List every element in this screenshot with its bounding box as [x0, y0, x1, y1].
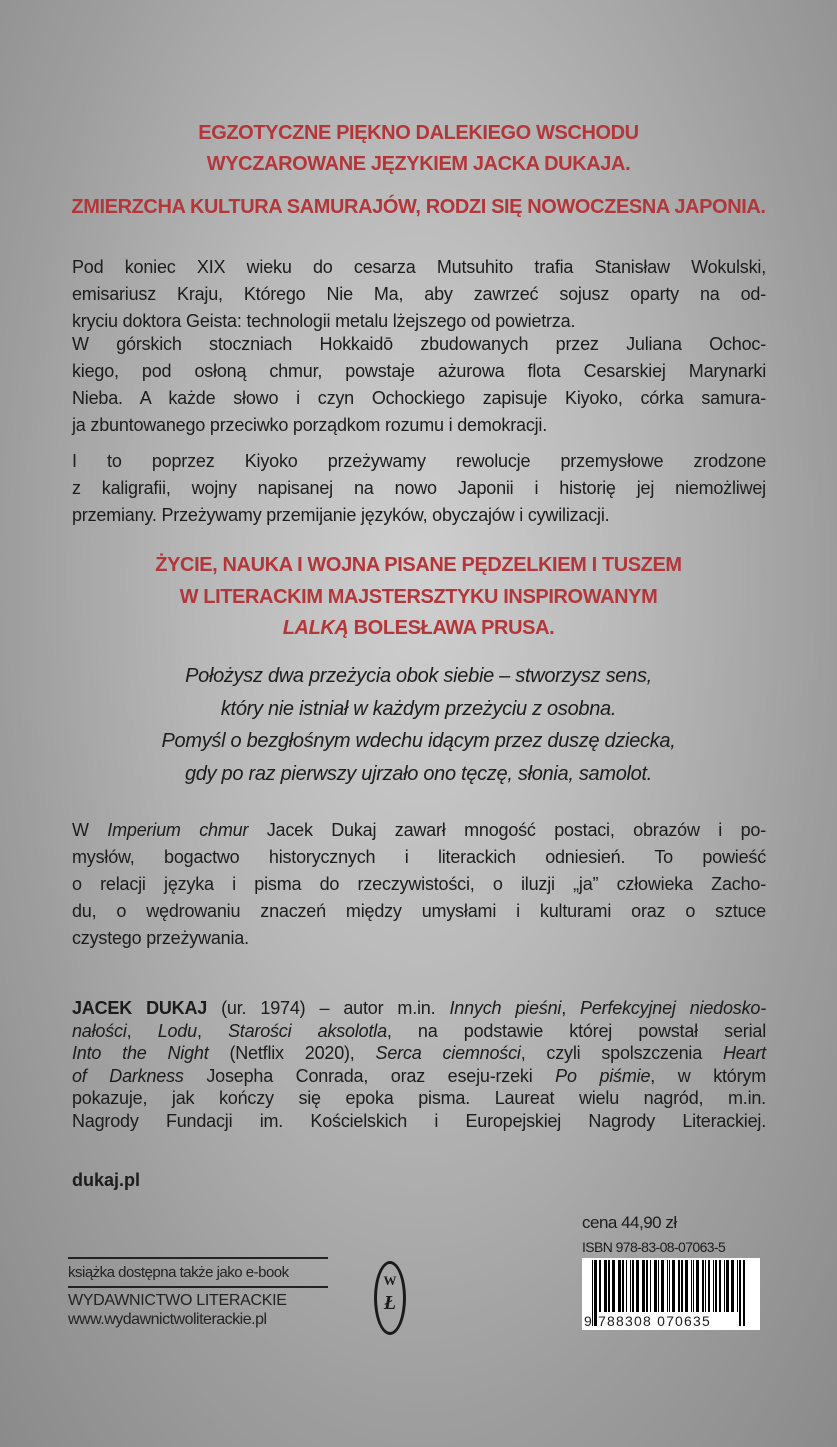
italic-title: Heart — [722, 1043, 766, 1063]
text-segment: czystego przeżywania. — [72, 928, 249, 948]
text-segment: Josepha Conrada, oraz eseju-rzeki — [183, 1065, 556, 1086]
text-line — [72, 997, 766, 1020]
text-line — [72, 358, 766, 385]
italic-title: Perfekcyjnej niedosko- — [580, 998, 766, 1018]
text-segment: W górskich stoczniach Hokkaidō zbudowanych przez Juliana Ochoc- — [72, 334, 766, 354]
barcode-bar — [658, 1260, 659, 1312]
paragraph-3 — [72, 448, 766, 529]
italic-title: Imperium chmur — [107, 820, 249, 840]
barcode-bar — [622, 1260, 624, 1312]
publisher-name: WYDAWNICTWO LITERACKIE — [68, 1292, 287, 1309]
text-line — [72, 1042, 766, 1065]
summary-paragraph — [72, 817, 766, 952]
text-segment: Nieba. A każde słowo i czyn Ochockiego zapisuje Kiyoko, córka samura- — [72, 388, 766, 408]
publisher-logo — [374, 1261, 406, 1335]
barcode-bar — [630, 1260, 631, 1312]
barcode-bar — [726, 1260, 729, 1312]
text-segment: W — [72, 820, 108, 840]
text-segment: I to poprzez Kiyoko przeżywamy rewolucje przemysłowe zrodzone — [72, 451, 766, 471]
text-segment: , czyli spolszczenia — [520, 1043, 723, 1063]
barcode-bar — [708, 1260, 710, 1312]
barcode-bar — [685, 1260, 688, 1312]
headline-line — [0, 613, 837, 645]
text-line — [72, 448, 766, 475]
text-segment: ŻYCIE, NAUKA I WOJNA PISANE PĘDZELKIEM I TUSZEM — [155, 554, 682, 576]
text-segment: z kaligrafii, wojny napisanej na nowo Japonii i historię jej niemożliwej — [72, 478, 766, 498]
text-segment: , — [561, 998, 581, 1018]
divider — [68, 1257, 328, 1259]
italic-title: Into the Night — [72, 1043, 209, 1063]
barcode-bar — [678, 1260, 680, 1312]
text-line — [72, 1065, 766, 1088]
quote-line: który nie istniał w każdym przeżyciu z osobna. — [220, 697, 617, 720]
text-segment: (Netflix 2020), — [208, 1043, 376, 1063]
text-line — [72, 475, 766, 502]
barcode-bar — [642, 1260, 645, 1312]
price: cena 44,90 zł — [582, 1213, 677, 1232]
text-line — [72, 385, 766, 412]
text-segment: JACEK DUKAJ — [72, 998, 208, 1018]
barcode-bar — [672, 1260, 675, 1312]
text-segment: Pod koniec XIX wieku do cesarza Mutsuhito trafia Stanisław Wokulski, — [72, 257, 766, 277]
barcode-bar — [715, 1260, 717, 1312]
barcode-bar — [719, 1260, 721, 1312]
text-segment: Jacek Dukaj zawarł mnogość postaci, obrazów i po- — [248, 820, 767, 840]
text-segment: (ur. 1974) – autor m.in. — [207, 998, 450, 1018]
text-segment: emisariusz Kraju, Którego Nie Ma, aby zawrzeć sojusz oparty na od- — [72, 284, 766, 304]
text-segment: mysłów, bogactwo historycznych i literackich odniesień. To powieść — [72, 847, 766, 867]
paragraph-1 — [72, 254, 766, 335]
barcode — [582, 1258, 760, 1330]
barcode-bar — [618, 1260, 621, 1312]
barcode-bar — [705, 1260, 706, 1312]
barcode-bar — [693, 1260, 694, 1312]
italic-title: Serca ciemności — [375, 1043, 521, 1063]
quote-line: Pomyśl o bezgłośnym wdechu idącym przez duszę dziecka, — [161, 730, 676, 752]
ebook-note: książka dostępna także jako e-book — [68, 1264, 289, 1281]
barcode-bar — [737, 1260, 738, 1312]
text-line — [72, 844, 766, 871]
divider — [68, 1286, 328, 1288]
barcode-bar — [691, 1260, 692, 1312]
logo-l: Ł — [383, 1292, 397, 1314]
barcode-bar — [713, 1260, 714, 1312]
headline-line: EGZOTYCZNE PIĘKNO DALEKIEGO WSCHODU — [198, 122, 639, 144]
barcode-bar — [604, 1260, 607, 1312]
text-line — [72, 871, 766, 898]
text-line — [72, 502, 766, 529]
barcode-bar — [626, 1260, 627, 1312]
text-line — [72, 1087, 766, 1110]
headline-line — [0, 550, 837, 582]
headline-line: WYCZAROWANE JĘZYKIEM JACKA DUKAJA. — [206, 153, 631, 175]
publisher-url[interactable]: www.wydawnictwoliterackie.pl — [68, 1311, 267, 1328]
text-line — [72, 925, 766, 952]
text-segment: , — [196, 1020, 228, 1041]
barcode-bar — [661, 1260, 664, 1312]
text-segment: Nagrody Fundacji im. Kościelskich i Europejskiej Nagrody Literackiej. — [72, 1110, 766, 1131]
barcode-bar — [702, 1260, 704, 1312]
barcode-bar — [724, 1260, 725, 1312]
paragraph-2 — [72, 331, 766, 439]
text-line — [72, 817, 766, 844]
text-segment: o relacji języka i pisma do rzeczywistości, o iluzji „ja” człowieka Zacho- — [72, 874, 766, 894]
italic-title: Innych pieśni — [449, 998, 562, 1018]
text-line — [72, 331, 766, 358]
text-segment: LALKĄ — [282, 617, 349, 639]
text-segment: przemiany. Przeżywamy przemijanie języków, obyczajów i cywilizacji. — [72, 505, 610, 525]
barcode-bar — [612, 1260, 615, 1312]
text-segment: W LITERACKIM MAJSTERSZTYKU INSPIROWANYM — [179, 585, 658, 608]
text-segment: kiego, pod osłoną chmur, powstaje ażurowa flota Cesarskiej Marynarki — [72, 361, 766, 381]
text-segment: , — [126, 1020, 158, 1041]
text-segment: ja zbuntowanego przeciwko porządkom rozumu i demokracji. — [72, 415, 548, 435]
isbn: ISBN 978-83-08-07063-5 — [582, 1239, 726, 1255]
text-segment: , w którym — [650, 1065, 766, 1086]
italic-title: Lodu — [157, 1020, 197, 1041]
italic-title: Starości aksolotla — [227, 1020, 387, 1041]
headline-line: ZMIERZCHA KULTURA SAMURAJÓW, RODZI SIĘ NOWOCZESNA JAPONIA. — [71, 196, 766, 218]
website-link[interactable]: dukaj.pl — [72, 1170, 141, 1190]
headline-top — [0, 118, 837, 223]
quote-line: Położysz dwa przeżycia obok siebie – stworzysz sens, — [185, 665, 652, 687]
quote-line: gdy po raz pierwszy ujrzało ono tęczę, słonia, samolot. — [184, 762, 653, 785]
text-segment: , na podstawie której powstał serial — [386, 1020, 766, 1041]
barcode-bar — [608, 1260, 610, 1312]
barcode-bar — [681, 1260, 683, 1312]
headline-middle — [0, 550, 837, 645]
text-line — [72, 412, 766, 439]
quote — [0, 660, 837, 790]
barcode-bar — [669, 1260, 670, 1312]
barcode-bar — [731, 1260, 734, 1312]
text-line — [72, 1110, 766, 1133]
italic-title: nałości — [72, 1020, 127, 1041]
headline-line — [0, 582, 837, 614]
barcode-bar — [636, 1260, 639, 1312]
italic-title: of Darkness — [72, 1065, 184, 1086]
barcode-bar — [654, 1260, 657, 1312]
logo-w: W — [383, 1273, 397, 1288]
barcode-bar — [696, 1260, 699, 1312]
barcode-bar — [632, 1260, 634, 1312]
author-bio — [72, 997, 766, 1132]
barcode-bar — [667, 1260, 668, 1312]
barcode-bar — [650, 1260, 651, 1312]
text-segment: BOLESŁAWA PRUSA. — [348, 617, 555, 639]
text-segment: kryciu doktora Geista: technologii metalu lżejszego od powietrza. — [72, 311, 576, 331]
text-segment: pokazuje, jak kończy się epoka pisma. Laureat wielu nagród, m.in. — [72, 1088, 766, 1108]
italic-title: Po piśmie — [555, 1065, 651, 1086]
barcode-bar — [646, 1260, 648, 1312]
text-line — [72, 281, 766, 308]
text-line — [72, 1020, 766, 1043]
text-line — [72, 898, 766, 925]
barcode-bar — [599, 1260, 601, 1312]
text-line — [72, 254, 766, 281]
barcode-digits: 9 788308 070635 — [584, 1313, 711, 1329]
text-segment: du, o wędrowaniu znaczeń między umysłami i kulturami oraz o sztuce — [72, 901, 766, 921]
